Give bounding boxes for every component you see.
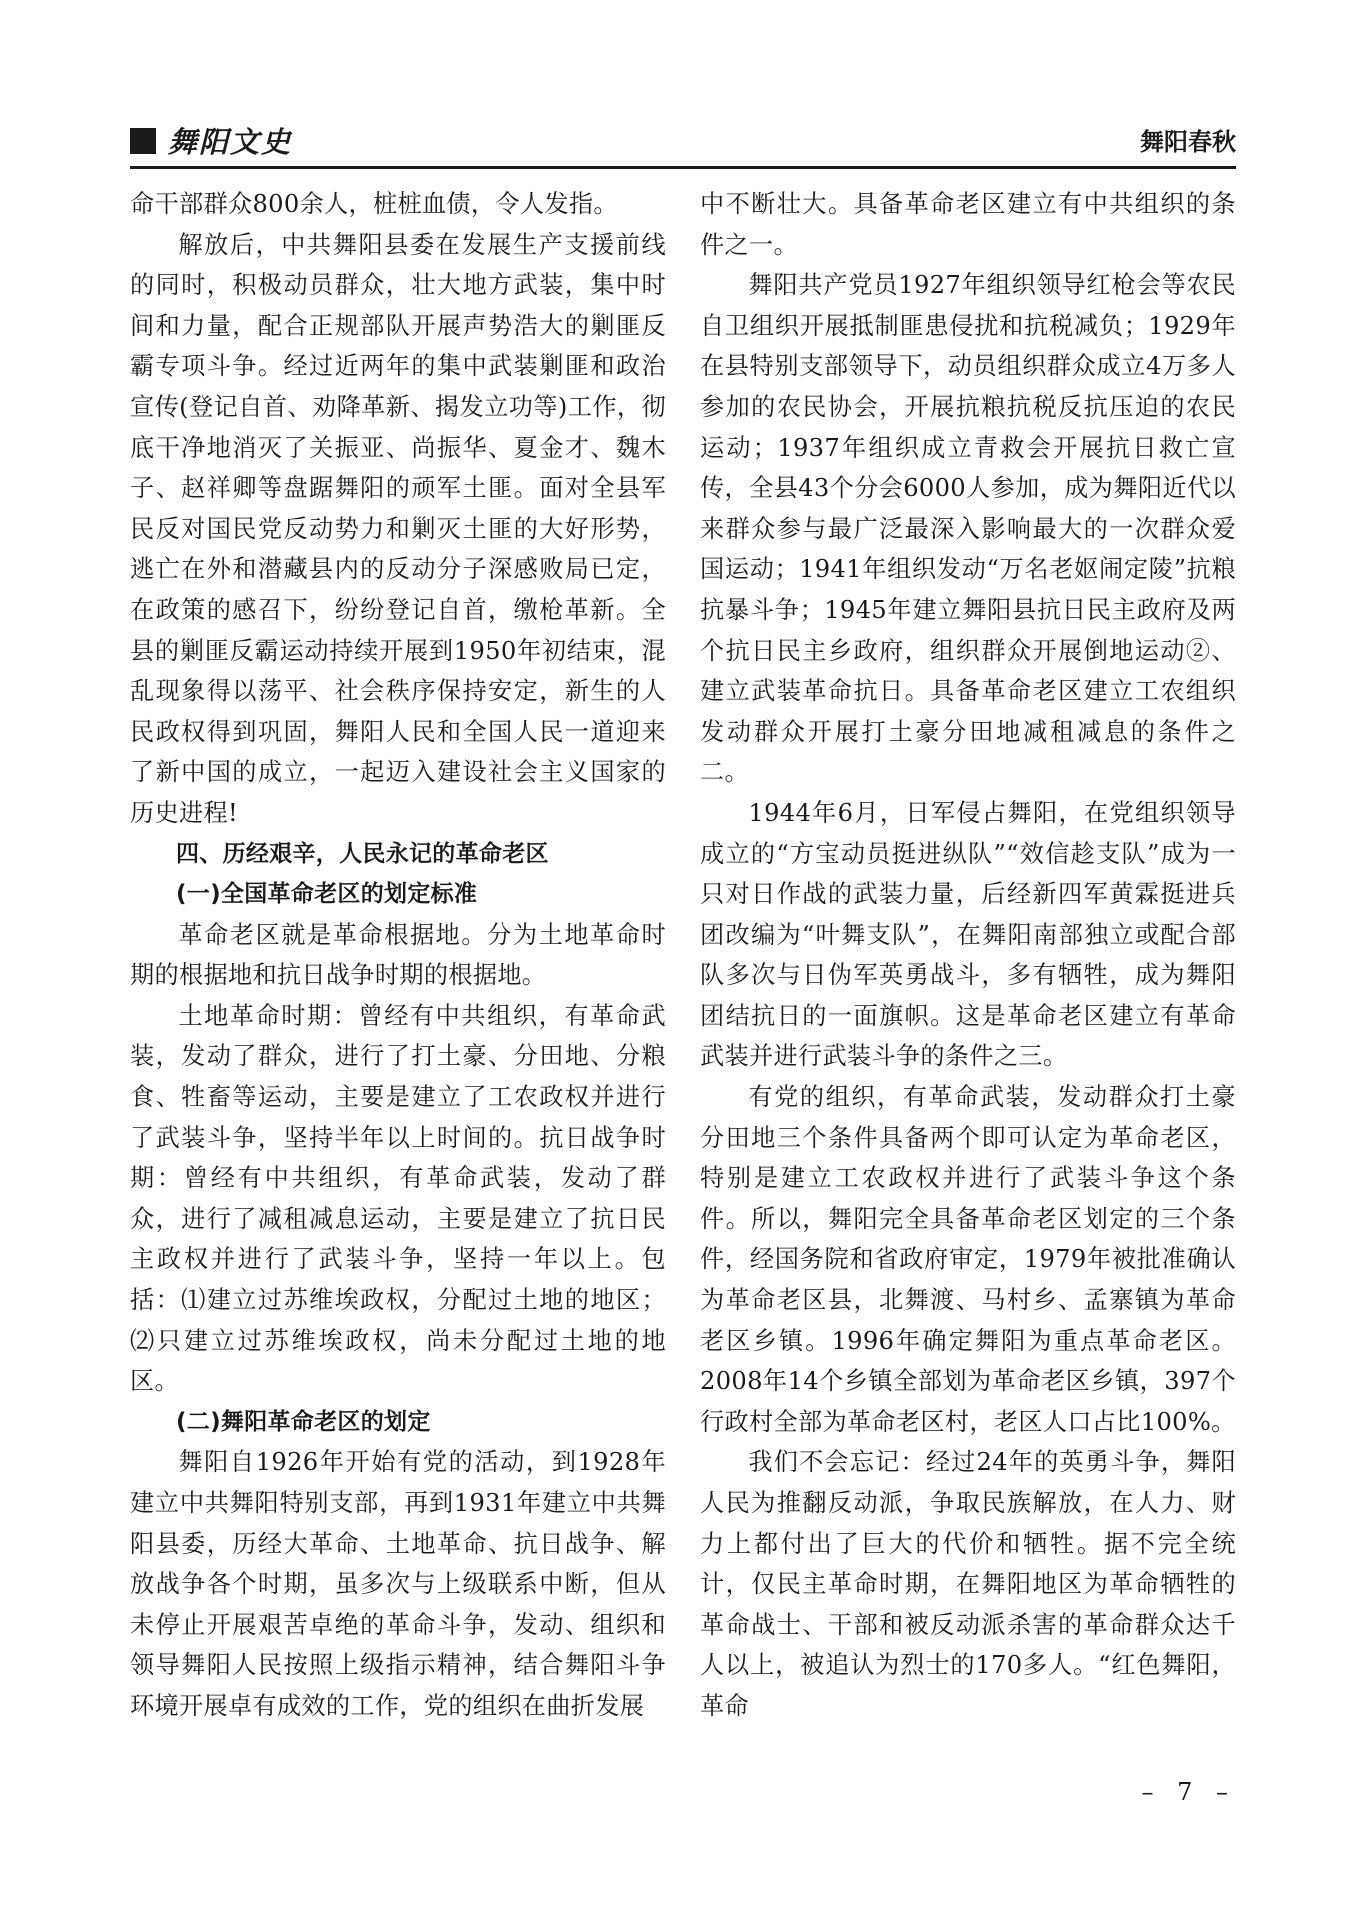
paragraph: 我们不会忘记：经过24年的英勇斗争，舞阳人民为推翻反动派，争取民族解放，在人力、财力上都付出了巨大的代价和牺牲。据不完全统计，仅民主革命时期，在舞阳地区为革命牺牲的革命战士、干部和被反动派杀害的革命群众达千人以上，被追认为烈士的170多人。“红色舞阳，革命	[700, 1448, 1236, 1720]
right-column	[700, 184, 1236, 1727]
paragraph: 舞阳自1926年开始有党的活动，到1928年建立中共舞阳特别支部，再到1931年建立中共舞阳县委，历经大革命、土地革命、抗日战争、解放战争各个时期，虽多次与上级联系中断，但从未停止开展艰苦卓绝的革命斗争，发动、组织和领导舞阳人民按照上级指示精神，结合舞阳斗争环境开展卓有成效的工作，党的组织在曲折发展	[130, 1448, 666, 1720]
left-column	[130, 184, 666, 1727]
header-rule	[130, 166, 1236, 169]
running-header	[130, 122, 1236, 162]
column-title: 舞阳春秋	[1140, 128, 1236, 156]
subsection-heading: (二)舞阳革命老区的划定	[176, 1408, 431, 1435]
page-number: – 7 –	[1141, 1778, 1236, 1806]
continued-paragraph: 命干部群众800余人，桩桩血债，令人发指。	[130, 190, 618, 218]
journal-title: 舞阳文史	[168, 125, 293, 159]
paragraph: 舞阳共产党员1927年组织领导红枪会等农民自卫组织开展抵制匪患侵扰和抗税减负；1929年在县特别支部领导下，动员组织群众成立4万多人参加的农民协会，开展抗粮抗税反抗压迫的农民运动；1937年组织成立青救会开展抗日救亡宣传，全县43个分会6000人参加，成为舞阳近代以来群众参与最广泛最深入影响最大的一次群众爱国运动；1941年组织发动“万名老妪闹定陵”抗粮抗暴斗争；1945年建立舞阳县抗日民主政府及两个抗日民主乡政府，组织群众开展倒地运动②、建立武装革命抗日。具备革命老区建立工农组织发动群众开展打土豪分田地减租减息的条件之二。	[700, 271, 1236, 787]
paragraph: 土地革命时期：曾经有中共组织，有革命武装，发动了群众，进行了打土豪、分田地、分粮食、牲畜等运动，主要是建立了工农政权并进行了武装斗争，坚持半年以上时间的。抗日战争时期：曾经有中共组织，有革命武装，发动了群众，进行了减租减息运动，主要是建立了抗日民主政权并进行了武装斗争，坚持一年以上。包括：⑴建立过苏维埃政权，分配过土地的地区；⑵只建立过苏维埃政权，尚未分配过土地的地区。	[130, 1001, 666, 1396]
paragraph: 有党的组织，有革命武装，发动群众打土豪分田地三个条件具备两个即可认定为革命老区，特别是建立工农政权并进行了武装斗争这个条件。所以，舞阳完全具备革命老区划定的三个条件，经国务院和省政府审定，1979年被批准确认为革命老区县，北舞渡、马村乡、孟寨镇为革命老区乡镇。1996年确定舞阳为重点革命老区。2008年14个乡镇全部划为革命老区乡镇，397个行政村全部为革命老区村，老区人口占比100%。	[700, 1083, 1236, 1436]
subsection-heading: (一)全国革命老区的划定标准	[176, 881, 478, 908]
header-square-mark	[130, 128, 156, 154]
section-heading: 四、历经艰辛，人民永记的革命老区	[176, 840, 549, 867]
paragraph: 革命老区就是革命根据地。分为土地革命时期的根据地和抗日战争时期的根据地。	[130, 920, 666, 990]
continued-paragraph: 中不断壮大。具备革命老区建立有中共组织的条件之一。	[700, 190, 1236, 259]
paragraph: 1944年6月，日军侵占舞阳，在党组织领导成立的“方宝动员挺进纵队”“效信趁支队”成为一只对日作战的武装力量，后经新四军黄霖挺进兵团改编为“叶舞支队”，在舞阳南部独立或配合部队多次与日伪军英勇战斗，多有牺牲，成为舞阳团结抗日的一面旗帜。这是革命老区建立有革命武装并进行武装斗争的条件之三。	[700, 798, 1236, 1071]
paragraph: 解放后，中共舞阳县委在发展生产支援前线的同时，积极动员群众，壮大地方武装，集中时间和力量，配合正规部队开展声势浩大的剿匪反霸专项斗争。经过近两年的集中武装剿匪和政治宣传(登记自首、劝降革新、揭发立功等)工作，彻底干净地消灭了关振亚、尚振华、夏金才、魏木子、赵祥卿等盘踞舞阳的顽军土匪。面对全县军民反对国民党反动势力和剿灭土匪的大好形势，逃亡在外和潜藏县内的反动分子深感败局已定，在政策的感召下，纷纷登记自首，缴枪革新。全县的剿匪反霸运动持续开展到1950年初结束，混乱现象得以荡平、社会秩序保持安定，新生的人民政权得到巩固，舞阳人民和全国人民一道迎来了新中国的成立，一起迈入建设社会主义国家的历史进程!	[130, 230, 666, 827]
